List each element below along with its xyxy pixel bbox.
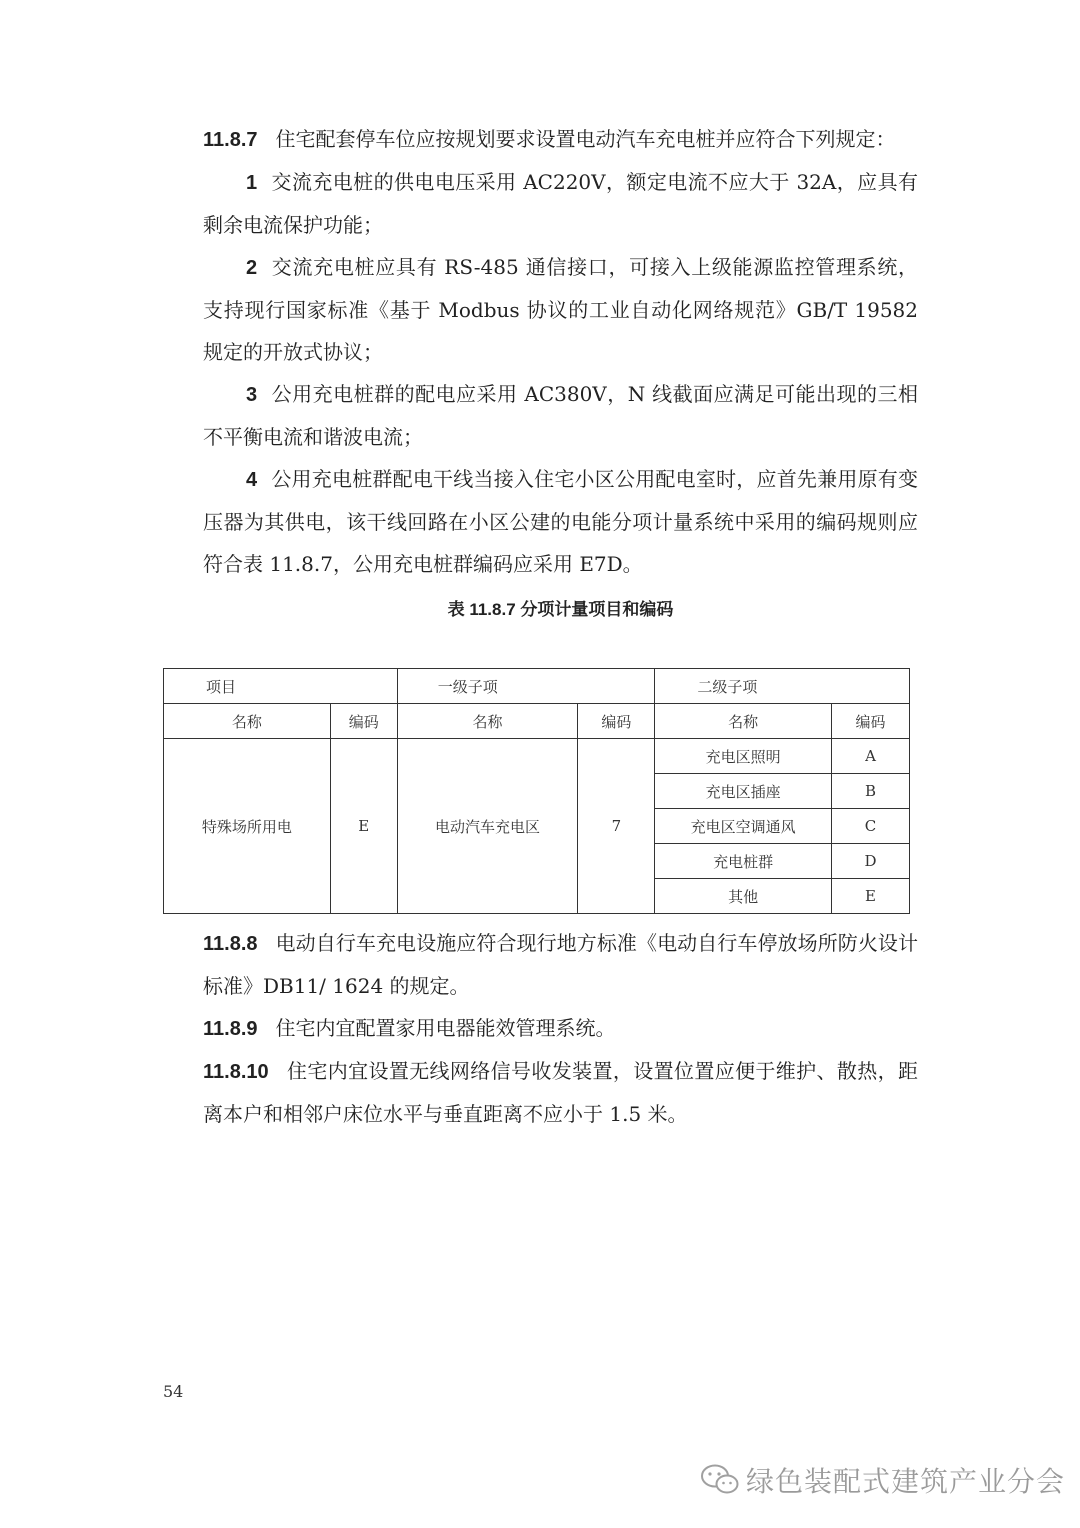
clause-number: 11.8.10 — [203, 1061, 269, 1083]
level2-code-cell: B — [832, 774, 910, 809]
item-text: 交流充电桩的供电电压采用 AC220V，额定电流不应大于 32A，应具有剩余电流保护功能； — [203, 170, 918, 237]
level2-name-cell: 充电区照明 — [655, 739, 832, 774]
clause-text: 住宅内宜配置家用电器能效管理系统。 — [275, 1016, 616, 1040]
level2-code-cell: C — [832, 809, 910, 844]
clause-number: 11.8.9 — [203, 1018, 258, 1040]
col-header-code: 编码 — [832, 704, 910, 739]
table-group-header-row — [164, 669, 910, 704]
list-item — [203, 458, 918, 585]
item-code-cell: E — [330, 739, 397, 914]
clause-text: 电动自行车充电设施应符合现行地方标准《电动自行车停放场所防火设计标准》DB11/ 1624 的规定。 — [203, 931, 918, 998]
item-name-cell: 特殊场所用电 — [164, 739, 331, 914]
item-text: 交流充电桩应具有 RS-485 通信接口，可接入上级能源监控管理系统，支持现行国家标准《基于 Modbus 协议的工业自动化网络规范》GB/T 19582 规定的开放式协议； — [203, 255, 918, 364]
clause-11-8-7 — [203, 118, 918, 161]
clause-11-8-9 — [203, 1007, 918, 1050]
item-text: 公用充电桩群配电干线当接入住宅小区公用配电室时，应首先兼用原有变压器为其供电，该干线回路在小区公建的电能分项计量系统中采用的编码规则应符合表 11.8.7，公用充电桩群编码应采用 E7D。 — [203, 467, 918, 576]
level1-name-cell: 电动汽车充电区 — [397, 739, 578, 914]
clause-11-8-10 — [203, 1050, 918, 1135]
watermark-text: 绿色装配式建筑产业分会 — [746, 1465, 1066, 1498]
clause-number: 11.8.7 — [203, 129, 258, 151]
col-header-code: 编码 — [578, 704, 655, 739]
clause-text: 住宅内宜设置无线网络信号收发装置，设置位置应便于维护、散热，距离本户和相邻户床位水平与垂直距离不应小于 1.5 米。 — [203, 1059, 918, 1126]
header-item: 项目 — [164, 669, 398, 704]
level2-name-cell: 充电桩群 — [655, 844, 832, 879]
list-item — [203, 161, 918, 246]
clause-text: 住宅配套停车位应按规划要求设置电动汽车充电桩并应符合下列规定： — [275, 127, 896, 151]
item-number: 1 — [246, 172, 258, 194]
header-level1: 一级子项 — [397, 669, 655, 704]
level2-code-cell: E — [832, 879, 910, 914]
level2-name-cell: 其他 — [655, 879, 832, 914]
table-caption: 表 11.8.7 分项计量项目和编码 — [447, 600, 674, 619]
item-number: 3 — [246, 384, 258, 406]
item-number: 4 — [246, 469, 258, 491]
table-row — [164, 739, 910, 774]
item-number: 2 — [246, 257, 258, 279]
col-header-code: 编码 — [330, 704, 397, 739]
clause-number: 11.8.8 — [203, 933, 258, 955]
level2-name-cell: 充电区空调通风 — [655, 809, 832, 844]
watermark — [700, 1458, 1065, 1502]
clause-11-8-8 — [203, 922, 918, 1007]
level1-code-cell: 7 — [578, 739, 655, 914]
level2-name-cell: 充电区插座 — [655, 774, 832, 809]
section-11-8-7 — [203, 118, 918, 635]
wechat-icon — [700, 1463, 740, 1497]
col-header-name: 名称 — [655, 704, 832, 739]
sections-after-table — [203, 922, 918, 1135]
col-header-name: 名称 — [164, 704, 331, 739]
table-column-header-row — [164, 704, 910, 739]
list-item — [203, 246, 918, 373]
item-text: 公用充电桩群的配电应采用 AC380V，N 线截面应满足可能出现的三相不平衡电流和谐波电流； — [203, 382, 918, 449]
page-number: 54 — [163, 1382, 184, 1401]
level2-code-cell: A — [832, 739, 910, 774]
col-header-name: 名称 — [397, 704, 578, 739]
level2-code-cell: D — [832, 844, 910, 879]
header-level2: 二级子项 — [655, 669, 910, 704]
metering-code-table — [163, 668, 910, 914]
list-item — [203, 373, 918, 458]
